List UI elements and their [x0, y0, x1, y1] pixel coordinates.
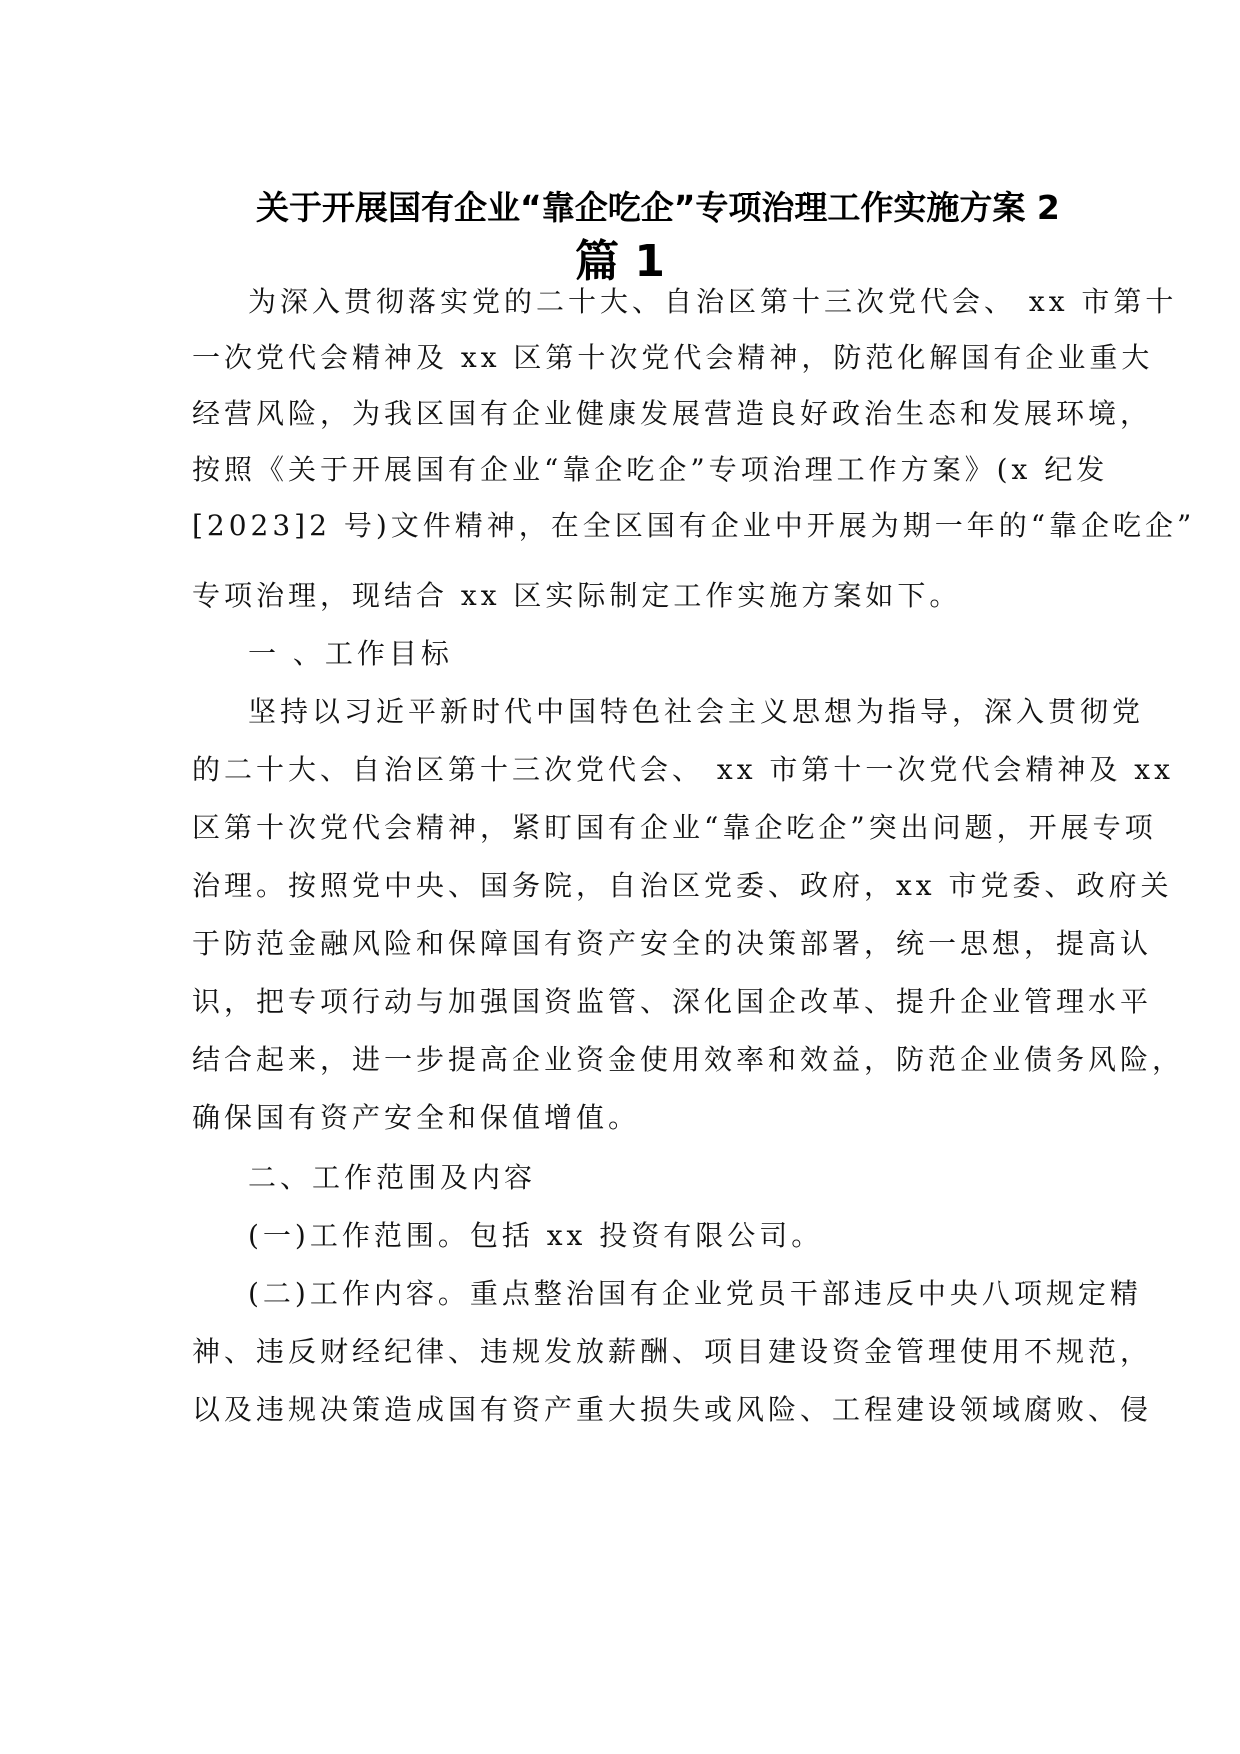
paragraph-line: 经营风险，为我区国有企业健康发展营造良好政治生态和发展环境，	[192, 397, 1153, 430]
subsection-line: (二)工作内容。重点整治国有企业党员干部违反中央八项规定精	[248, 1277, 1142, 1310]
paragraph-line: 确保国有资产安全和保值增值。	[192, 1101, 641, 1134]
paragraph-line: 坚持以习近平新时代中国特色社会主义思想为指导，深入贯彻党	[248, 695, 1145, 728]
section-heading: 一 、工作目标	[248, 637, 453, 670]
document-title-line-2: 篇 1	[575, 236, 665, 287]
paragraph-line: 结合起来，进一步提高企业资金使用效率和效益，防范企业债务风险，	[192, 1043, 1185, 1076]
paragraph-line: 一次党代会精神及 xx 区第十次党代会精神，防范化解国有企业重大	[192, 341, 1154, 374]
document-title-line-1: 关于开展国有企业“靠企吃企”专项治理工作实施方案 2	[256, 188, 1060, 227]
paragraph-line: 治理。按照党中央、国务院，自治区党委、政府，xx 市党委、政府关	[192, 869, 1173, 902]
subsection-line: (一)工作范围。包括 xx 投资有限公司。	[248, 1219, 824, 1252]
paragraph-line: 的二十大、自治区第十三次党代会、 xx 市第十一次党代会精神及 xx	[192, 753, 1174, 786]
paragraph-line: 按照《关于开展国有企业“靠企吃企”专项治理工作方案》(x 纪发	[192, 453, 1109, 486]
section-heading: 二、工作范围及内容	[248, 1161, 537, 1194]
paragraph-line: 以及违规决策造成国有资产重大损失或风险、工程建设领域腐败、侵	[192, 1393, 1153, 1426]
paragraph-line: 于防范金融风险和保障国有资产安全的决策部署，统一思想，提高认	[192, 927, 1153, 960]
paragraph-line: 神、违反财经纪律、违规发放薪酬、项目建设资金管理使用不规范，	[192, 1335, 1153, 1368]
paragraph-line: 为深入贯彻落实党的二十大、自治区第十三次党代会、 xx 市第十	[248, 285, 1178, 318]
paragraph-line: 区第十次党代会精神，紧盯国有企业“靠企吃企”突出问题，开展专项	[192, 811, 1157, 844]
paragraph-line: 识，把专项行动与加强国资监管、深化国企改革、提升企业管理水平	[192, 985, 1153, 1018]
paragraph-line: 专项治理，现结合 xx 区实际制定工作实施方案如下。	[192, 579, 962, 612]
paragraph-line: [2023]2 号)文件精神，在全区国有企业中开展为期一年的“靠企吃企”	[192, 509, 1196, 542]
